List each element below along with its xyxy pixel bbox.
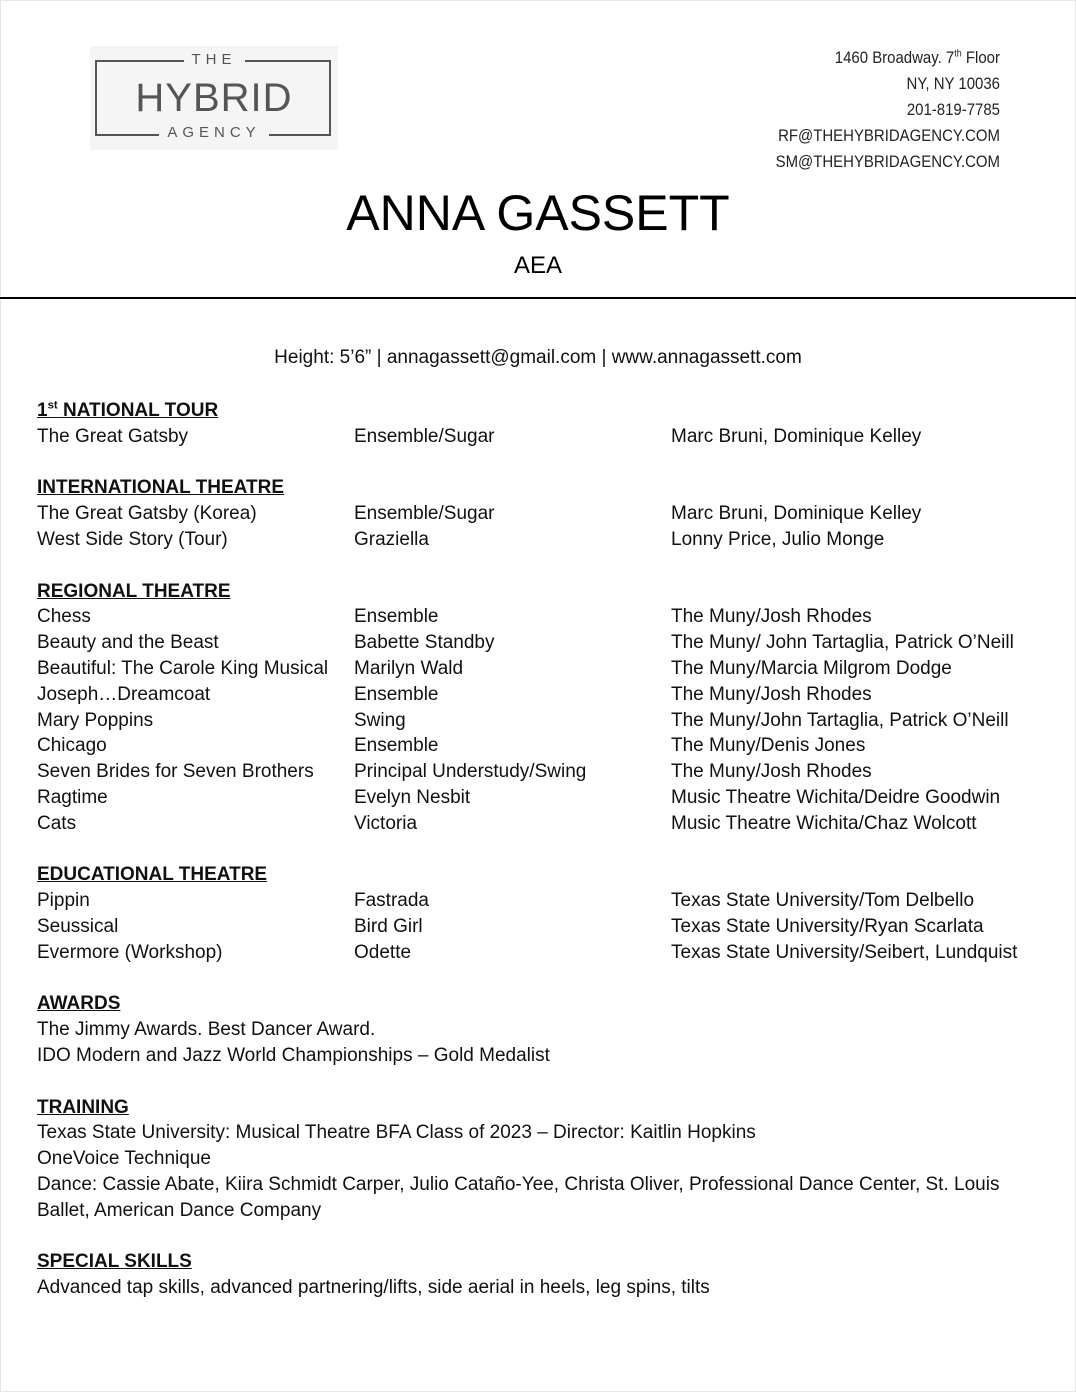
credit-role: Ensemble xyxy=(354,683,439,705)
award-line: The Jimmy Awards. Best Dancer Award. xyxy=(37,1019,376,1041)
agency-phone: 201-819-7785 xyxy=(906,100,1000,119)
header-divider xyxy=(0,297,1076,299)
credit-row xyxy=(37,914,1047,940)
section-regional-theatre xyxy=(37,579,1047,837)
section-special-skills xyxy=(37,1249,1047,1301)
agency-address-line1: 1460 Broadway. 7th Floor xyxy=(834,48,1000,67)
credit-director: The Muny/Denis Jones xyxy=(671,735,866,757)
logo-agency: AGENCY xyxy=(90,124,338,141)
training-line: Ballet, American Dance Company xyxy=(37,1199,322,1221)
credit-role: Fastrada xyxy=(354,890,429,912)
credit-role: Ensemble xyxy=(354,735,439,757)
credit-role: Ensemble xyxy=(354,606,439,628)
credit-show: Chicago xyxy=(37,735,107,757)
credit-director: Marc Bruni, Dominique Kelley xyxy=(671,425,922,447)
section-heading: INTERNATIONAL THEATRE xyxy=(37,477,284,499)
performer-union: AEA xyxy=(513,252,563,279)
credit-row xyxy=(37,708,1047,734)
award-line: IDO Modern and Jazz World Championships – Gold Medalist xyxy=(37,1044,550,1066)
logo-the: THE xyxy=(90,51,338,68)
training-line: Texas State University: Musical Theatre BFA Class of 2023 – Director: Kaitlin Hopkins xyxy=(37,1122,756,1144)
credit-show: Seven Brides for Seven Brothers xyxy=(37,761,314,783)
credit-role: Graziella xyxy=(354,528,429,550)
credit-row xyxy=(37,656,1047,682)
credit-row xyxy=(37,682,1047,708)
agency-address-line2: NY, NY 10036 xyxy=(906,74,1000,93)
performer-info: Height: 5’6” | annagassett@gmail.com | www.annagassett.com xyxy=(274,347,802,368)
section-heading: AWARDS xyxy=(37,993,121,1015)
credit-row xyxy=(37,527,1047,553)
credit-director: The Muny/Josh Rhodes xyxy=(671,606,872,628)
credit-show: Mary Poppins xyxy=(37,709,154,731)
credit-role: Ensemble/Sugar xyxy=(354,503,495,525)
credit-show: Joseph…Dreamcoat xyxy=(37,683,211,705)
credit-show: West Side Story (Tour) xyxy=(37,528,228,550)
credit-show: Pippin xyxy=(37,890,90,912)
credit-row xyxy=(37,501,1047,527)
section-heading: SPECIAL SKILLS xyxy=(37,1251,192,1273)
section-awards xyxy=(37,991,1047,1068)
credit-role: Babette Standby xyxy=(354,632,495,654)
agency-logo xyxy=(90,46,338,150)
credit-role: Marilyn Wald xyxy=(354,657,464,679)
credit-show: Evermore (Workshop) xyxy=(37,941,223,963)
section-heading: EDUCATIONAL THEATRE xyxy=(37,864,268,886)
credit-role: Principal Understudy/Swing xyxy=(354,761,587,783)
section-heading: 1st NATIONAL TOUR xyxy=(37,399,219,421)
credit-director: The Muny/Josh Rhodes xyxy=(671,761,872,783)
credit-director: Music Theatre Wichita/Deidre Goodwin xyxy=(671,786,1001,808)
credit-director: Lonny Price, Julio Monge xyxy=(671,528,885,550)
section-national-tour xyxy=(37,398,1047,450)
credit-director: Music Theatre Wichita/Chaz Wolcott xyxy=(671,812,977,834)
credit-director: Texas State University/Seibert, Lundquist xyxy=(671,941,1018,963)
performer-name: ANNA GASSETT xyxy=(346,185,730,241)
credit-role: Odette xyxy=(354,941,412,963)
credit-show: Chess xyxy=(37,606,91,628)
credit-show: Ragtime xyxy=(37,786,108,808)
credit-show: Seussical xyxy=(37,915,119,937)
skills-line: Advanced tap skills, advanced partnering/lifts, side aerial in heels, leg spins, tilts xyxy=(37,1277,710,1299)
credit-row xyxy=(37,811,1047,837)
credit-director: Marc Bruni, Dominique Kelley xyxy=(671,503,922,525)
credit-role: Evelyn Nesbit xyxy=(354,786,471,808)
agency-contact xyxy=(776,45,1000,175)
resume-body xyxy=(37,398,1047,1327)
credit-role: Ensemble/Sugar xyxy=(354,425,495,447)
agency-email-1: RF@THEHYBRIDAGENCY.COM xyxy=(778,126,1000,145)
credit-show: Beauty and the Beast xyxy=(37,632,219,654)
credit-director: The Muny/John Tartaglia, Patrick O’Neill xyxy=(671,709,1009,731)
credit-row xyxy=(37,630,1047,656)
credit-row xyxy=(37,733,1047,759)
credit-row xyxy=(37,759,1047,785)
credit-director: The Muny/Marcia Milgrom Dodge xyxy=(671,657,952,679)
credit-row xyxy=(37,940,1047,966)
credit-show: Cats xyxy=(37,812,77,834)
section-heading: TRAINING xyxy=(37,1096,129,1118)
credit-director: Texas State University/Ryan Scarlata xyxy=(671,915,984,937)
credit-row xyxy=(37,604,1047,630)
credit-director: The Muny/ John Tartaglia, Patrick O’Neill xyxy=(671,632,1014,654)
logo-hybrid: HYBRID xyxy=(135,76,293,120)
credit-role: Victoria xyxy=(354,812,418,834)
agency-email-2: SM@THEHYBRIDAGENCY.COM xyxy=(775,152,1000,171)
credit-show: The Great Gatsby xyxy=(37,425,189,447)
section-training xyxy=(37,1095,1047,1224)
section-heading: REGIONAL THEATRE xyxy=(37,580,231,602)
credit-role: Swing xyxy=(354,709,406,731)
credit-director: The Muny/Josh Rhodes xyxy=(671,683,872,705)
credit-row xyxy=(37,785,1047,811)
credit-row xyxy=(37,424,1047,450)
credit-show: The Great Gatsby (Korea) xyxy=(37,503,257,525)
credit-role: Bird Girl xyxy=(354,915,423,937)
credit-show: Beautiful: The Carole King Musical xyxy=(37,657,329,679)
section-educational-theatre xyxy=(37,862,1047,965)
training-line: OneVoice Technique xyxy=(37,1148,211,1170)
credit-row xyxy=(37,888,1047,914)
credit-director: Texas State University/Tom Delbello xyxy=(671,890,975,912)
section-international-theatre xyxy=(37,475,1047,552)
training-line: Dance: Cassie Abate, Kiira Schmidt Carper, Julio Cataño-Yee, Christa Oliver, Professional Dance Center, St. Louis xyxy=(37,1173,1000,1195)
